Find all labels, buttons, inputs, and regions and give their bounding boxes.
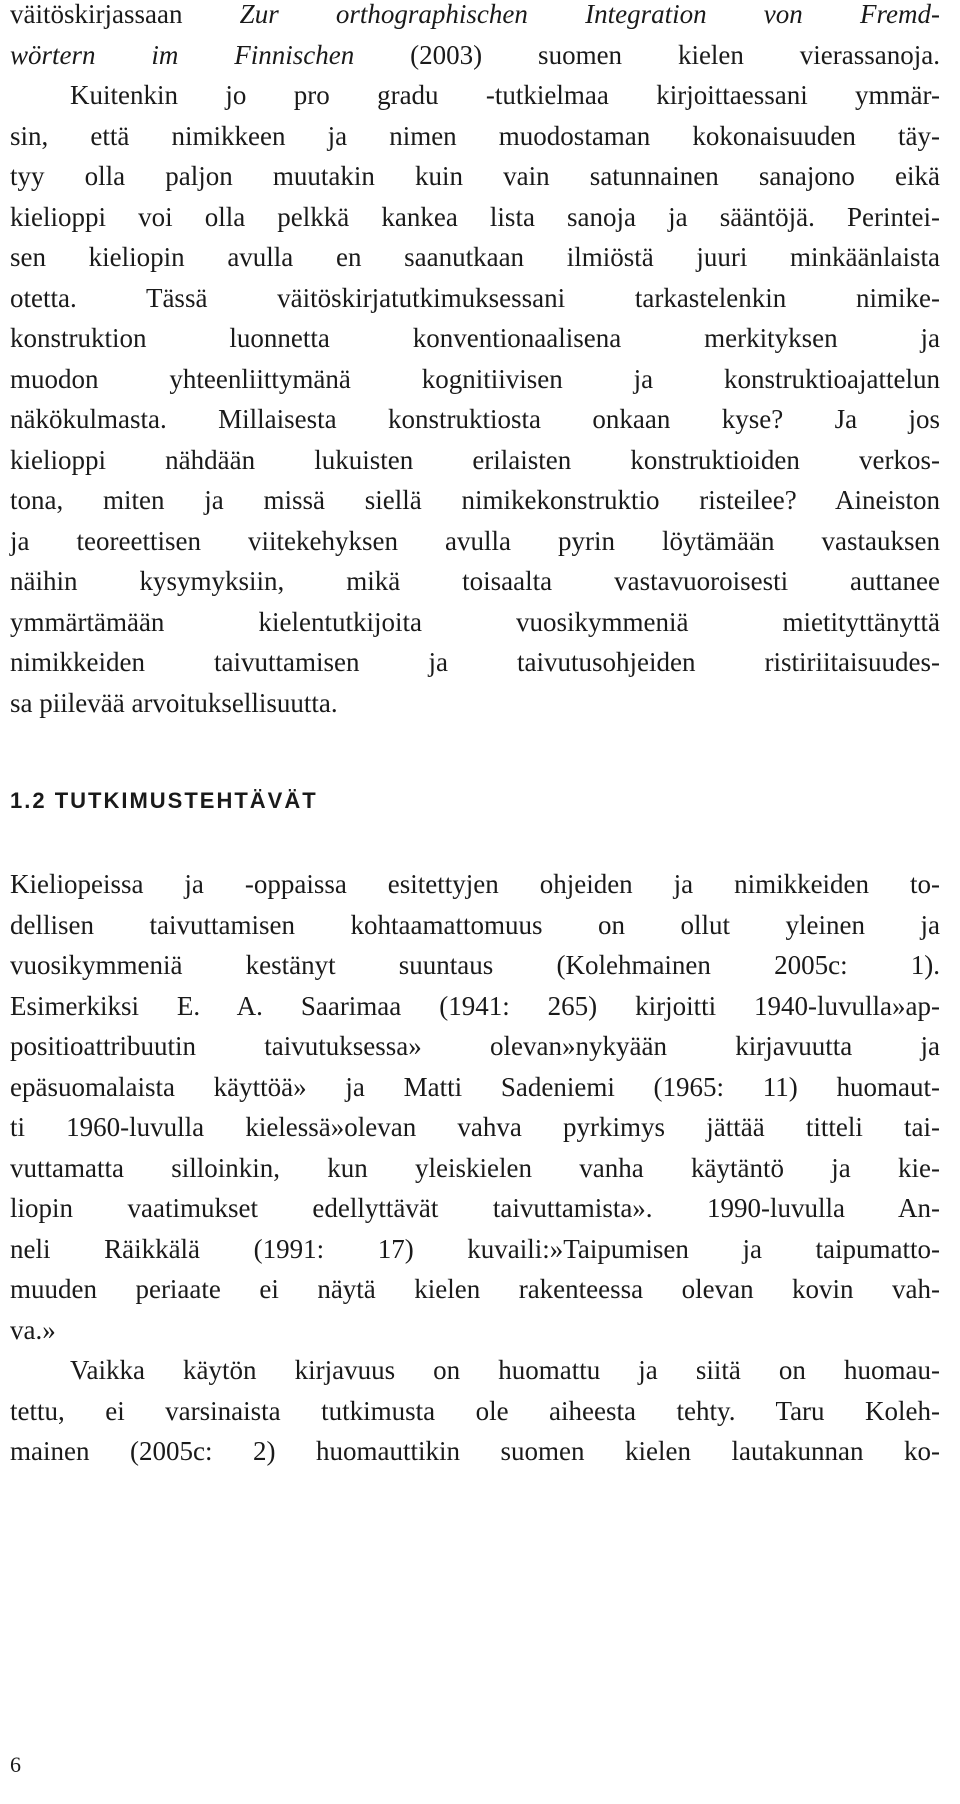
text-line: [10, 905, 940, 946]
text-line-content: tona, miten ja missä siellä nimikekonstruktio risteilee? Aineiston: [10, 485, 940, 515]
text-line: [10, 521, 940, 562]
text-line-content: vuosikymmeniä kestänyt suuntaus (Kolehmainen 2005c: 1).: [10, 950, 940, 980]
text-line-content: positioattribuutin taivutuksessa» olevan»nykyään kirjavuutta ja: [10, 1031, 940, 1061]
text-line-content: ymmärtämään kielentutkijoita vuosikymmeniä mietityttänyttä: [10, 606, 940, 637]
text-line: [10, 156, 940, 197]
text-line: [10, 1350, 940, 1391]
text-line-content: Kieliopeissa ja -oppaissa esitettyjen ohjeiden ja nimikkeiden to-: [10, 869, 940, 899]
text-line-content: tyy olla paljon muutakin kuin vain satunnainen sanajono eikä: [10, 161, 940, 191]
text-line-content: epäsuomalaista käyttöä» ja Matti Sadeniemi (1965: 11) huomaut-: [10, 1071, 940, 1102]
text-line-content: vuttamatta silloinkin, kun yleiskielen vanha käytäntö ja kie-: [10, 1152, 940, 1183]
text-line-content: ti 1960-luvulla kielessä»olevan vahva pyrkimys jättää titteli tai-: [10, 1112, 940, 1142]
paragraph-intro: [10, 0, 940, 723]
paragraph-research-tasks: [10, 864, 940, 1472]
text-line: [10, 1107, 940, 1148]
text-line: [10, 1431, 940, 1472]
text-line: [10, 399, 940, 440]
text-line: [10, 1148, 940, 1189]
text-line-content: konstruktion luonnetta konventionaalisena merkityksen ja: [10, 323, 940, 353]
text-line-content: tettu, ei varsinaista tutkimusta ole aiheesta tehty. Taru Koleh-: [10, 1395, 940, 1426]
text-line: [10, 945, 940, 986]
text-line: [10, 75, 940, 116]
text-line-content: sa piilevää arvoituksellisuutta.: [10, 687, 338, 718]
text-line: [10, 1188, 940, 1229]
text-line: [10, 359, 940, 400]
text-line: [10, 318, 940, 359]
text-line-content: va.»: [10, 1314, 56, 1345]
section-heading: 1.2 TUTKIMUSTEHTÄVÄT: [10, 788, 318, 813]
text-line: [10, 561, 940, 602]
text-line: [10, 480, 940, 521]
page-number: 6: [10, 1752, 21, 1777]
text-line: [10, 1026, 940, 1067]
text-line-content: otetta. Tässä väitöskirjatutkimuksessani tarkastelenkin nimike-: [10, 282, 940, 313]
text-line: [10, 864, 940, 905]
text-line-content: mainen (2005c: 2) huomauttikin suomen kielen lautakunnan ko-: [10, 1436, 940, 1466]
text-line: [10, 197, 940, 238]
text-line: [10, 1067, 940, 1108]
text-line-content: nimikkeiden taivuttamisen ja taivutusohjeiden ristiriitaisuudes-: [10, 647, 940, 677]
text-line: [10, 116, 940, 157]
text-line: [10, 1269, 940, 1310]
text-line-content: ja teoreettisen viitekehyksen avulla pyrin löytämään vastauksen: [10, 525, 940, 556]
text-line-content: wörtern im Finnischen (2003) suomen kielen vierassanoja.: [10, 39, 941, 70]
text-line-content: Kuitenkin jo pro gradu -tutkielmaa kirjoittaessani ymmär-: [70, 80, 940, 110]
text-line-content: kielioppi nähdään lukuisten erilaisten konstruktioiden verkos-: [10, 444, 940, 475]
text-line: [10, 683, 940, 724]
text-line-content: kielioppi voi olla pelkkä kankea lista sanoja ja sääntöjä. Perintei-: [10, 201, 940, 232]
text-line: [10, 440, 940, 481]
text-line: [10, 1391, 940, 1432]
text-line: [10, 1310, 940, 1351]
text-line-content: sin, että nimikkeen ja nimen muodostaman kokonaisuuden täy-: [10, 120, 940, 151]
text-line-content: Vaikka käytön kirjavuus on huomattu ja siitä on huomau-: [70, 1355, 940, 1385]
text-line-content: näihin kysymyksiin, mikä toisaalta vastavuoroisesti auttanee: [10, 566, 940, 596]
text-line-content: muodon yhteenliittymänä kognitiivisen ja konstruktioajattelun: [10, 363, 940, 394]
text-line-content: sen kieliopin avulla en saanutkaan ilmiöstä juuri minkäänlaista: [10, 242, 940, 272]
text-line: [10, 642, 940, 683]
text-line: [10, 278, 940, 319]
text-line: [10, 986, 940, 1027]
text-line-content: muuden periaate ei näytä kielen rakenteessa olevan kovin vah-: [10, 1274, 940, 1304]
text-line-content: liopin vaatimukset edellyttävät taivuttamista». 1990-luvulla An-: [10, 1193, 940, 1223]
text-line-content: Esimerkiksi E. A. Saarimaa (1941: 265) kirjoitti 1940-luvulla»ap-: [10, 990, 940, 1021]
text-line-content: näkökulmasta. Millaisesta konstruktiosta onkaan kyse? Ja jos: [10, 404, 940, 434]
text-line-content: neli Räikkälä (1991: 17) kuvaili:»Taipumisen ja taipumatto-: [10, 1233, 940, 1264]
text-line: [10, 1229, 940, 1270]
text-line: [10, 0, 940, 35]
text-line-content: väitöskirjassaan Zur orthographischen Integration von Fremd-: [10, 0, 940, 29]
text-line: [10, 35, 940, 76]
text-line-content: dellisen taivuttamisen kohtaamattomuus on ollut yleinen ja: [10, 909, 940, 940]
text-line: [10, 237, 940, 278]
text-line: [10, 602, 940, 643]
